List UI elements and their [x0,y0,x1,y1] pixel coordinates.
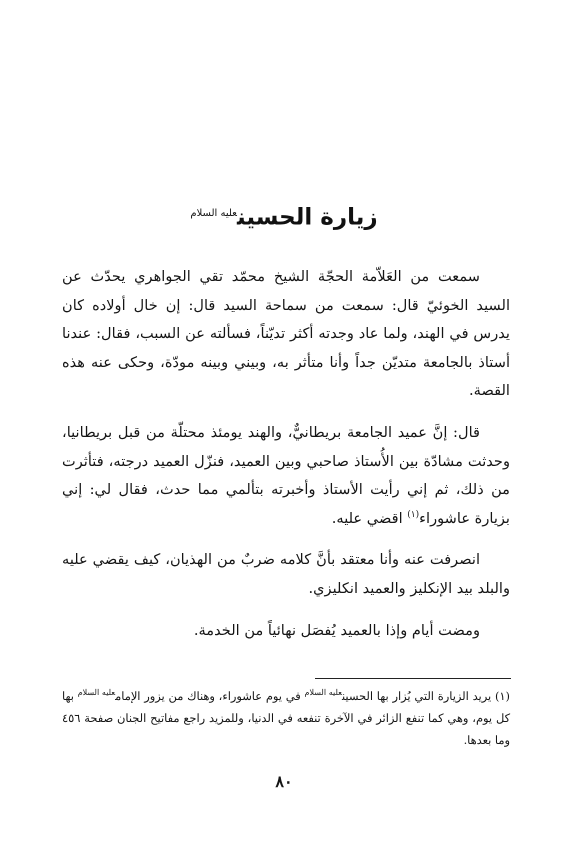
chapter-title-text: زيارة الحسين [236,204,378,231]
page-number: ٨٠ [275,772,293,791]
footnote-part-2: في يوم عاشوراء، وهناك من يزور الإمام [115,689,305,703]
body-text [62,263,510,658]
footnote [62,685,510,751]
paragraph-2-text: قال: إنَّ عميد الجامعة بريطانيٌّ، والهند يومئذ محتلّة من قبل بريطانيا، وحدثت مشادّة بين الأُستاذ صاحبي وبين العميد، فنزّل العميد درجته، فتأثرت من ذلك، ثم إني رأيت الأستاذ وأخبرته بتألمي مما حدث، فقال لي: إني بزيارة عاشوراء [62,423,510,527]
footnote-part-3: بها كل يوم، وهي كما تنفع الزائر في الآخرة تنفعه في الدنيا، وللمزيد راجع مفاتيح الجنان صفحة ٤٥٦ وما بعدها. [62,689,510,747]
paragraph-4: ومضت أيام وإذا بالعميد يُفصَل نهائياً من الخدمة. [193,621,480,639]
paragraph-2-tail: اقضي عليه. [331,509,408,527]
chapter-title [0,196,568,236]
paragraph-3: انصرفت عنه وأنا معتقد بأنَّ كلامه ضربٌ من الهذيان، كيف يقضي عليه والبلد بيد الإنكليز والعميد انكليزي. [62,551,510,597]
footnote-divider [315,678,511,679]
paragraph-2 [62,419,510,533]
paragraph-1: سمعت من العَلاّمة الحجّة الشيخ محمّد تقي الجواهري يحدّث عن السيد الخوئيّ قال: سمعت من سماحة السيد قال: إن خال أولاده كان يدرس في الهند، ولما عاد وجدته أكثر تديّناً، فسألته عن السبب، فقال: عندنا أستاذ بالجامعة متديّن جداً وأنا متأثر به، وبيني وبينه مودّة، وحكى عنه هذه القصة. [62,268,510,400]
footnote-honorific-1: عليه السلام [304,688,342,698]
footnote-marker[interactable]: (١) [407,509,420,520]
footnote-part-1: (١) يريد الزيارة التي يُزار بها الحسين [341,689,510,703]
honorific-mark: عليه السلام [190,208,237,219]
footnote-honorific-2: عليه السلام [77,688,116,698]
